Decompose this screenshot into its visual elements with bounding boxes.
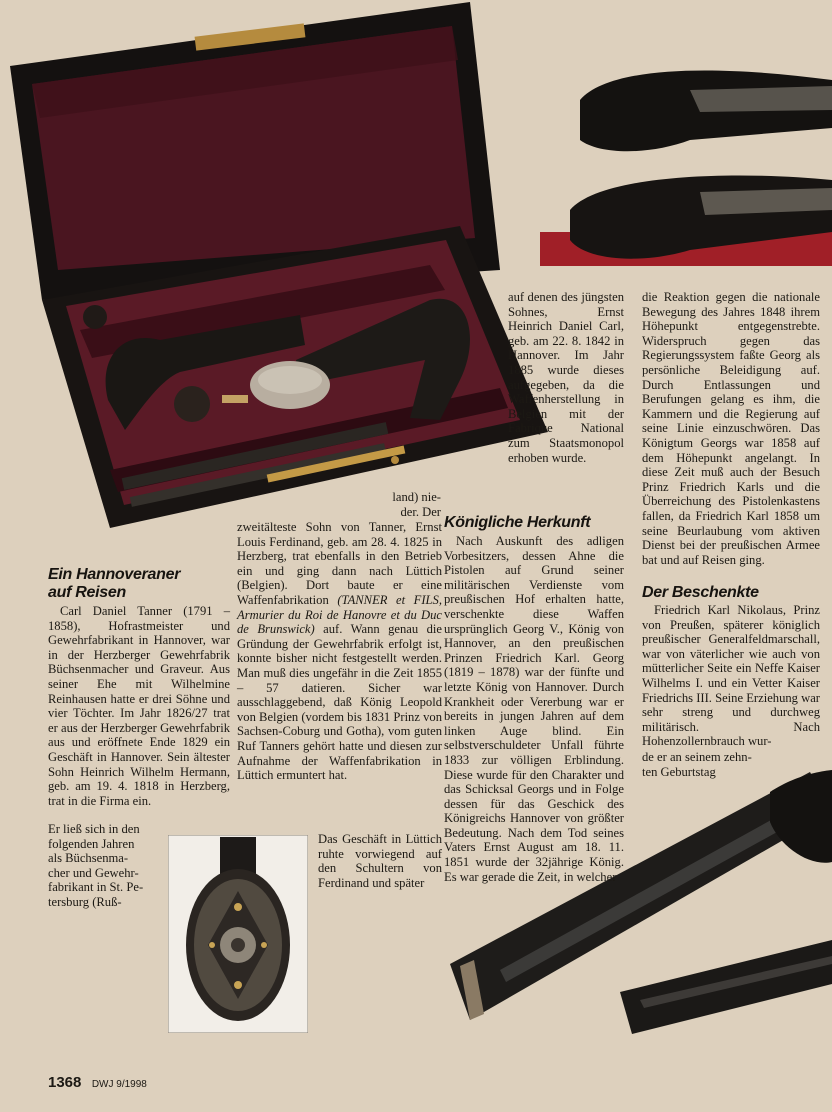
beschenkte-tail [642, 750, 792, 779]
lockplate-detail-photo [168, 835, 308, 1033]
issue-label: DWJ 9/1998 [91, 1079, 147, 1090]
tail-line5: fabrikant in St. Pe- [48, 880, 144, 895]
page-footer [48, 1074, 147, 1092]
heading-hannoveraner [48, 566, 228, 602]
hannoveraner-tail [48, 822, 160, 910]
col3-top-text: auf denen des jüngsten Sohnes, Ernst Heinrich Daniel Carl, geb. am 22. 8. 1842 in Hannover. Im Jahr 1885 wurde dieses aufgegeben, da die Waffenherstellung in Belgien mit der Fabrique National zum Staatsmonopol erhoben wurde. [508, 290, 624, 465]
col2-body2: auf. Wann genau die Gründung der Gewehrfabrik erfolgt ist, konnte bisher nicht festgestellt werden. Man muß dies ungefähr in die Zeit 1855 – 57 datieren. Sicher war ausschlaggebend, daß König Leopold von Belgien (vordem bis 1831 Prinz von Sachsen-Coburg und Gotha), vom guten Ruf Tanners gehört hatte und diesen zur Aufnahme der Waffenfabrikation in Lüttich ermuntert hat. [237, 622, 443, 783]
beschenkte-body: Friedrich Karl Nikolaus, Prinz von Preußen, späterer königlich preußischer Generalfeldmarschall, war von väterlicher wie auch von mütterlicher Seite ein Neffe Kaiser Wilhelms I. und ein Vetter Kaiser Friedrichs III. Seine Erziehung war sehr streng und durchweg militärisch. Nach Hohenzollernbrauch wur- [642, 603, 820, 749]
heading-beschenkte: Der Beschenkte [642, 584, 759, 601]
tail-line4: cher und Gewehr- [48, 865, 139, 880]
page-number: 1368 [48, 1074, 82, 1091]
col2-body1: zweitälteste Sohn von Tanner, Ernst Louis Ferdinand, geb. am 28. 4. 1825 in Herzberg, trat ebenfalls in den Betrieb ein und ging dann nach Lüttich (Belgien). Dort baute er eine Waffenfabrikation [237, 520, 442, 607]
col2-lead-b: der. Der [400, 505, 441, 519]
tail-line2: folgenden Jahren [48, 836, 135, 851]
col2-lead-a: land) nie- [392, 490, 441, 504]
tail-line1: Er ließ sich in den [48, 822, 140, 836]
hannoveraner-body: Carl Daniel Tanner (1791 – 1858), Hofrastmeister und Gewehrfabrikant in Hannover, war in der Herzberger Gewehrfabrik Büchsenmacher und Graveur. Aus seiner Ehe mit Wilhelmine Reinhausen hatte er drei Söhne und vier Töchter. Im Jahr 1826/27 trat er aus der Herzberger Gewehrfabrik aus und eröffnete Ende 1829 ein Geschäft in Hannover. Sein ältester Sohn Heinrich Wilhelm Hermann, geb. am 19. 4. 1818 in Herzberg, trat in die Firma ein. [48, 604, 230, 808]
pistol-grips-photo [540, 60, 832, 310]
col2-tail: Das Geschäft in Lüttich ruhte vorwiegend auf den Schultern von Ferdinand und später [318, 832, 442, 890]
col4-body: die Reaktion gegen die nationale Bewegung des Jahres 1848 ihrem Höhepunkt entgegenstrebte. Widerspruch gegen das Regierungssystem faßte Georg als persönliche Beleidigung auf. Durch Entlassungen und Berufungen gelang es ihm, die Kammern und die Regierung auf seine Linie einzuschwören. Das Königtum Georgs war 1858 auf dem Höhepunkt angelangt. In diese Zeit muß auch der Besuch Prinz Friedrich Karls und die Überreichung des Pistolenkastens fallen, da Friedrich Karl 1858 um seine Beurlaubung vom aktiven Dienst bei der preußischen Armee bat und auf Reisen ging. [642, 290, 820, 567]
beschenkte-line-b: ten Geburtstag [642, 764, 716, 779]
heading-herkunft: Königliche Herkunft [444, 514, 591, 531]
pistol-case-photo [0, 0, 560, 540]
col2-body [237, 520, 442, 783]
heading-line1: Ein Hannoveraner [48, 566, 181, 583]
firm-name: (TANNER et FILS, Armurier du Roi de Hanovre et du Duc de Brunswick) [237, 592, 442, 637]
tail-line3: als Büchsenma- [48, 851, 129, 866]
beschenkte-line-a: de er an seinem zehn- [642, 750, 752, 764]
heading-line2: auf Reisen [48, 584, 126, 601]
tail-line6: tersburg (Ruß- [48, 894, 122, 909]
herkunft-body: Nach Auskunft des adligen Vorbesitzers, dessen Ahne die Pistolen auf Grund seiner militärischen Verdienste vom preußischen Hof erhalten hatte, verschenkte diese Waffen ursprünglich Georg V., König von Hannover, an den preußischen Prinzen Friedrich Karl. Georg (1819 – 1878) war der fünfte und letzte König von Hannover. Durch Krankheit oder Vererbung war er bereits in jungen Jahren auf dem linken Auge blind. Ein selbstverschuldeter Unfall führte 1833 zur völligen Erblindung. Diese wurde für den Charakter und das Schicksal Georgs und in Folge dessen für das Geschick des Königreichs Hannover von größter Bedeutung. Nach dem Tod seines Vaters Ernst August am 18. 11. 1851 wurde der 32jährige König. Es war gerade die Zeit, in welcher [444, 534, 624, 884]
